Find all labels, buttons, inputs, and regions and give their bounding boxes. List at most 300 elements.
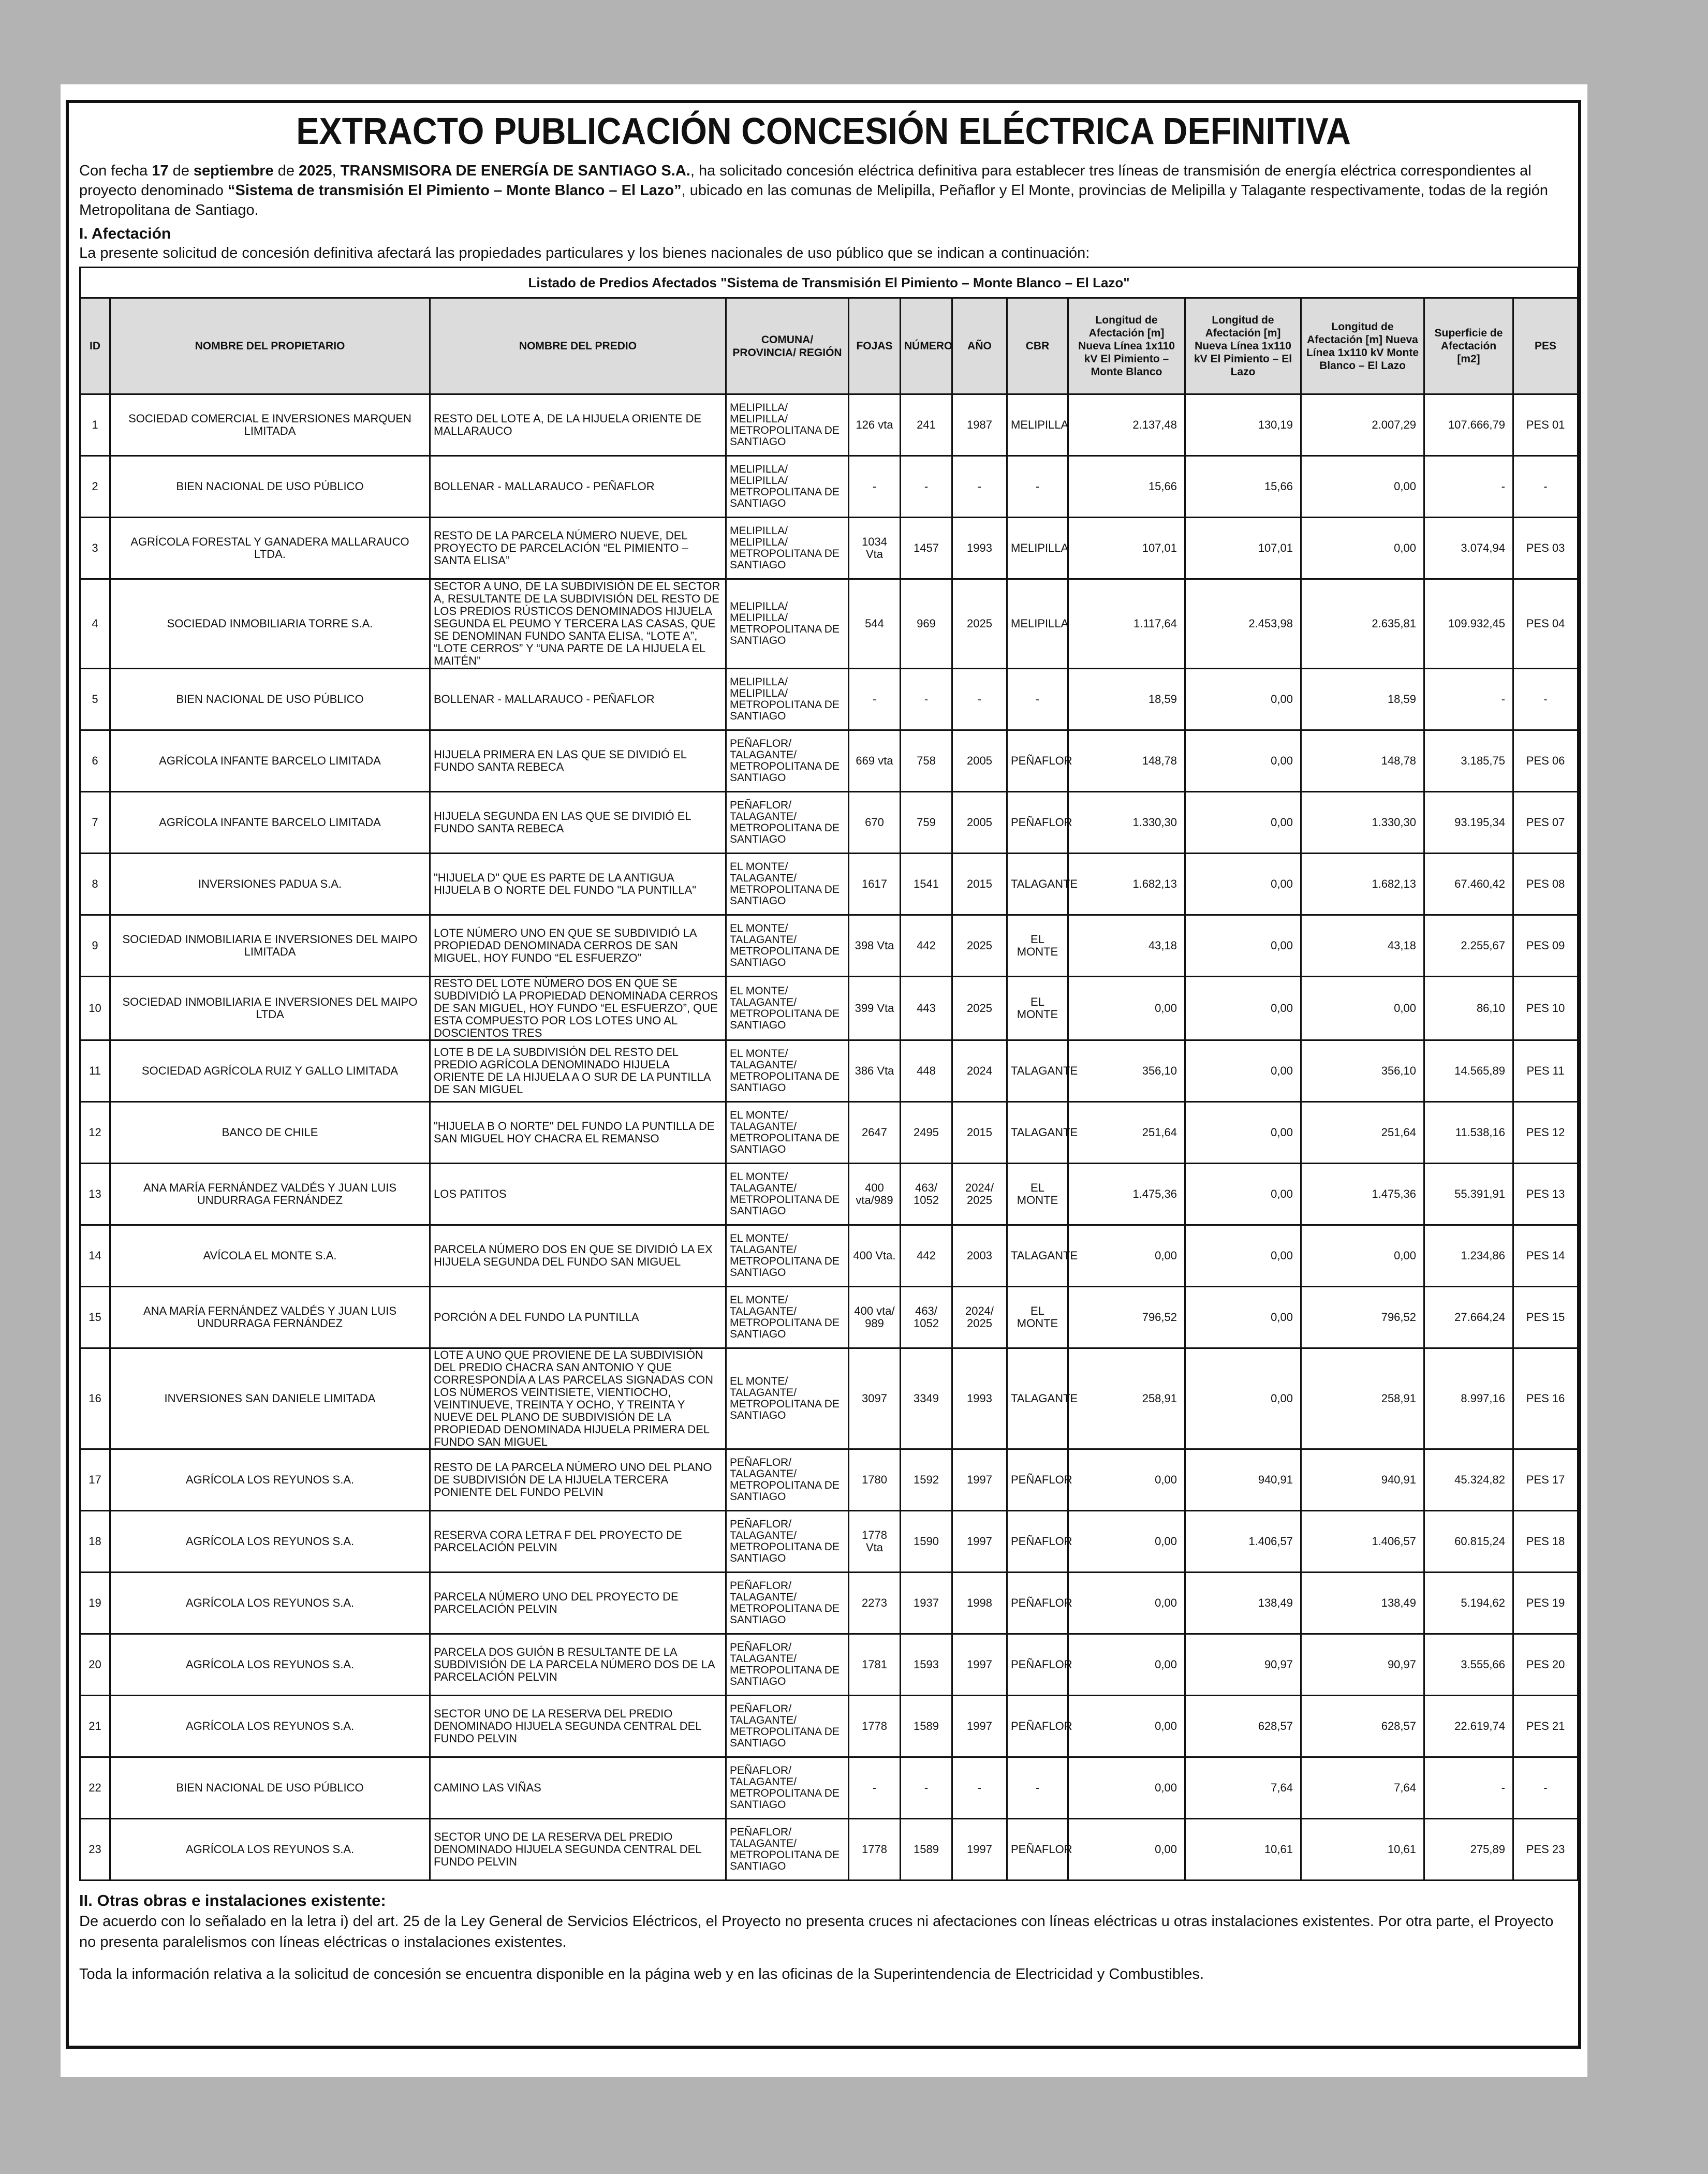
cell-cbr: MELIPILLA	[1007, 394, 1068, 456]
cell-area: 3.185,75	[1424, 730, 1513, 792]
cell-owner: AGRÍCOLA LOS REYUNOS S.A.	[110, 1819, 430, 1881]
cell-fojas: 669 vta	[849, 730, 901, 792]
cell-length-3: 940,91	[1301, 1449, 1424, 1511]
cell-pes: PES 11	[1513, 1040, 1578, 1102]
closing-text: Toda la información relativa a la solicitud de concesión se encuentra disponible en la página web y en las oficinas de la Superintendencia de Electricidad y Combustibles.	[79, 1966, 1204, 1982]
cell-length-2: 15,66	[1185, 456, 1301, 518]
cell-fojas: 386 Vta	[849, 1040, 901, 1102]
cell-owner: BIEN NACIONAL DE USO PÚBLICO	[110, 1757, 430, 1819]
cell-commune: PEÑAFLOR/ TALAGANTE/ METROPOLITANA DE SANTIAGO	[726, 1449, 849, 1511]
affected-properties-table	[79, 267, 1579, 1881]
cell-area: 3.074,94	[1424, 518, 1513, 579]
cell-cbr: -	[1007, 1757, 1068, 1819]
cell-cbr: EL MONTE	[1007, 977, 1068, 1040]
cell-property: LOS PATITOS	[430, 1164, 726, 1225]
cell-commune: PEÑAFLOR/ TALAGANTE/ METROPOLITANA DE SANTIAGO	[726, 1696, 849, 1757]
cell-length-1: 15,66	[1068, 456, 1185, 518]
cell-numero: 463/ 1052	[901, 1164, 952, 1225]
cell-length-1: 0,00	[1068, 1511, 1185, 1573]
cell-id: 7	[80, 792, 110, 854]
cell-commune: MELIPILLA/ MELIPILLA/ METROPOLITANA DE SANTIAGO	[726, 518, 849, 579]
intro-year: 2025	[299, 163, 332, 179]
table-row	[80, 730, 1578, 792]
cell-commune: EL MONTE/ TALAGANTE/ METROPOLITANA DE SANTIAGO	[726, 1102, 849, 1164]
cell-length-1: 258,91	[1068, 1348, 1185, 1449]
cell-numero: -	[901, 669, 952, 730]
cell-fojas: 3097	[849, 1348, 901, 1449]
cell-property: LOTE B DE LA SUBDIVISIÓN DEL RESTO DEL PREDIO AGRÍCOLA DENOMINADO HIJUELA ORIENTE DE LA HIJUELA A O SUR DE LA PUNTILLA DE SAN MIGUEL	[430, 1040, 726, 1102]
cell-numero: 1589	[901, 1819, 952, 1881]
cell-owner: AGRÍCOLA LOS REYUNOS S.A.	[110, 1573, 430, 1634]
cell-length-1: 356,10	[1068, 1040, 1185, 1102]
cell-numero: 448	[901, 1040, 952, 1102]
cell-pes: PES 08	[1513, 854, 1578, 915]
table-row	[80, 977, 1578, 1040]
cell-length-2: 0,00	[1185, 1040, 1301, 1102]
cell-numero: 241	[901, 394, 952, 456]
cell-property: RESTO DE LA PARCELA NÚMERO NUEVE, DEL PROYECTO DE PARCELACIÓN “EL PIMIENTO – SANTA ELISA”	[430, 518, 726, 579]
table-row	[80, 792, 1578, 854]
table-row	[80, 1225, 1578, 1287]
cell-anio: 1993	[952, 1348, 1007, 1449]
cell-length-3: 0,00	[1301, 1225, 1424, 1287]
cell-id: 18	[80, 1511, 110, 1573]
cell-commune: PEÑAFLOR/ TALAGANTE/ METROPOLITANA DE SANTIAGO	[726, 1573, 849, 1634]
cell-owner: SOCIEDAD INMOBILIARIA TORRE S.A.	[110, 579, 430, 669]
cell-id: 15	[80, 1287, 110, 1348]
cell-property: LOTE A UNO QUE PROVIENE DE LA SUBDIVISIÓN DEL PREDIO CHACRA SAN ANTONIO Y QUE CORRESPONDÍA A LAS PARCELAS SIGNADAS CON LOS NÚMEROS VEINTISIETE, VIENTIOCHO, VEINTINUEVE, TREINTA Y OCHO, Y TREINTA Y NUEVE DEL PLANO DE SUBDIVISIÓN DE LA PROPIEDAD DENOMINADA HIJUELA PRIMERA DEL FUNDO SAN MIGUEL	[430, 1348, 726, 1449]
cell-area: 22.619,74	[1424, 1696, 1513, 1757]
cell-numero: 1592	[901, 1449, 952, 1511]
cell-fojas: 1781	[849, 1634, 901, 1696]
cell-commune: PEÑAFLOR/ TALAGANTE/ METROPOLITANA DE SANTIAGO	[726, 792, 849, 854]
intro-text-6: , ubicado en las comunas de Melipilla, Peñaflor y El Monte, provincias de Melipilla y Talagante respectivamente, todas de la región Metropolitana de Santiago.	[79, 182, 1548, 218]
cell-length-2: 1.406,57	[1185, 1511, 1301, 1573]
cell-length-3: 7,64	[1301, 1757, 1424, 1819]
intro-project: “Sistema de transmisión El Pimiento – Monte Blanco – El Lazo”	[227, 182, 682, 199]
cell-id: 13	[80, 1164, 110, 1225]
cell-length-3: 18,59	[1301, 669, 1424, 730]
cell-numero: 969	[901, 579, 952, 669]
cell-length-2: 0,00	[1185, 1164, 1301, 1225]
cell-numero: 442	[901, 1225, 952, 1287]
cell-numero: -	[901, 456, 952, 518]
cell-owner: AGRÍCOLA LOS REYUNOS S.A.	[110, 1449, 430, 1511]
header-pes: PES	[1513, 298, 1578, 394]
cell-id: 23	[80, 1819, 110, 1881]
cell-anio: 2005	[952, 792, 1007, 854]
cell-length-2: 2.453,98	[1185, 579, 1301, 669]
cell-length-3: 0,00	[1301, 456, 1424, 518]
cell-length-1: 148,78	[1068, 730, 1185, 792]
cell-fojas: 1778	[849, 1696, 901, 1757]
cell-anio: 2015	[952, 854, 1007, 915]
cell-fojas: 398 Vta	[849, 915, 901, 977]
cell-commune: PEÑAFLOR/ TALAGANTE/ METROPOLITANA DE SANTIAGO	[726, 730, 849, 792]
cell-area: 14.565,89	[1424, 1040, 1513, 1102]
cell-cbr: TALAGANTE	[1007, 854, 1068, 915]
header-commune: COMUNA/ PROVINCIA/ REGIÓN	[726, 298, 849, 394]
publication-sheet	[61, 84, 1587, 2077]
cell-cbr: PEÑAFLOR	[1007, 1634, 1068, 1696]
table-row	[80, 1287, 1578, 1348]
cell-anio: -	[952, 669, 1007, 730]
cell-area: 5.194,62	[1424, 1573, 1513, 1634]
cell-length-3: 2.007,29	[1301, 394, 1424, 456]
cell-id: 6	[80, 730, 110, 792]
cell-anio: 2003	[952, 1225, 1007, 1287]
publication-frame	[66, 100, 1581, 2049]
section-2-text: De acuerdo con lo señalado en la letra i) del art. 25 de la Ley General de Servicios Eléctricos, el Proyecto no presenta cruces ni afectaciones con líneas eléctricas u otras instalaciones existentes. Por otra parte, el Proyecto no presenta paralelismos con líneas eléctricas o instalaciones existentes.	[79, 1913, 1554, 1950]
cell-length-3: 1.406,57	[1301, 1511, 1424, 1573]
cell-fojas: 400 Vta.	[849, 1225, 901, 1287]
cell-length-1: 0,00	[1068, 1757, 1185, 1819]
cell-property: PORCIÓN A DEL FUNDO LA PUNTILLA	[430, 1287, 726, 1348]
cell-area: -	[1424, 669, 1513, 730]
cell-id: 3	[80, 518, 110, 579]
cell-pes: PES 13	[1513, 1164, 1578, 1225]
cell-length-2: 130,19	[1185, 394, 1301, 456]
cell-area: 3.555,66	[1424, 1634, 1513, 1696]
cell-numero: 442	[901, 915, 952, 977]
cell-commune: MELIPILLA/ MELIPILLA/ METROPOLITANA DE SANTIAGO	[726, 394, 849, 456]
cell-cbr: PEÑAFLOR	[1007, 1819, 1068, 1881]
cell-id: 2	[80, 456, 110, 518]
cell-cbr: -	[1007, 669, 1068, 730]
header-length-1: Longitud de Afectación [m] Nueva Línea 1x110 kV El Pimiento – Monte Blanco	[1068, 298, 1185, 394]
cell-owner: BIEN NACIONAL DE USO PÚBLICO	[110, 669, 430, 730]
cell-length-3: 10,61	[1301, 1819, 1424, 1881]
cell-length-2: 10,61	[1185, 1819, 1301, 1881]
cell-length-3: 43,18	[1301, 915, 1424, 977]
cell-length-1: 0,00	[1068, 1696, 1185, 1757]
cell-fojas: 1780	[849, 1449, 901, 1511]
cell-pes: -	[1513, 1757, 1578, 1819]
cell-length-2: 0,00	[1185, 1102, 1301, 1164]
cell-pes: PES 21	[1513, 1696, 1578, 1757]
cell-pes: PES 20	[1513, 1634, 1578, 1696]
cell-commune: EL MONTE/ TALAGANTE/ METROPOLITANA DE SANTIAGO	[726, 977, 849, 1040]
cell-commune: MELIPILLA/ MELIPILLA/ METROPOLITANA DE SANTIAGO	[726, 579, 849, 669]
cell-area: 27.664,24	[1424, 1287, 1513, 1348]
intro-text-2: de	[168, 163, 194, 179]
cell-commune: EL MONTE/ TALAGANTE/ METROPOLITANA DE SANTIAGO	[726, 1225, 849, 1287]
cell-property: LOTE NÚMERO UNO EN QUE SE SUBDIVIDIÓ LA PROPIEDAD DENOMINADA CERROS DE SAN MIGUEL, HOY FUNDO “EL ESFUERZO”	[430, 915, 726, 977]
cell-anio: 2025	[952, 915, 1007, 977]
cell-area: 8.997,16	[1424, 1348, 1513, 1449]
cell-length-2: 0,00	[1185, 1225, 1301, 1287]
cell-length-1: 18,59	[1068, 669, 1185, 730]
cell-anio: 2024/ 2025	[952, 1164, 1007, 1225]
cell-length-2: 0,00	[1185, 915, 1301, 977]
cell-length-2: 0,00	[1185, 1287, 1301, 1348]
cell-owner: AGRÍCOLA INFANTE BARCELO LIMITADA	[110, 730, 430, 792]
table-row	[80, 394, 1578, 456]
cell-id: 20	[80, 1634, 110, 1696]
cell-id: 17	[80, 1449, 110, 1511]
cell-fojas: 544	[849, 579, 901, 669]
cell-pes: PES 15	[1513, 1287, 1578, 1348]
cell-anio: 2024	[952, 1040, 1007, 1102]
cell-owner: AGRÍCOLA FORESTAL Y GANADERA MALLARAUCO LTDA.	[110, 518, 430, 579]
cell-numero: 758	[901, 730, 952, 792]
cell-area: 60.815,24	[1424, 1511, 1513, 1573]
cell-fojas: 1778	[849, 1819, 901, 1881]
cell-length-3: 258,91	[1301, 1348, 1424, 1449]
table-header-row	[80, 298, 1578, 394]
cell-anio: 1998	[952, 1573, 1007, 1634]
cell-length-2: 0,00	[1185, 1348, 1301, 1449]
cell-id: 4	[80, 579, 110, 669]
cell-pes: PES 19	[1513, 1573, 1578, 1634]
section-2-heading: II. Otras obras e instalaciones existente:	[79, 1891, 386, 1909]
cell-length-1: 0,00	[1068, 977, 1185, 1040]
cell-commune: EL MONTE/ TALAGANTE/ METROPOLITANA DE SANTIAGO	[726, 915, 849, 977]
cell-length-3: 796,52	[1301, 1287, 1424, 1348]
cell-fojas: 2273	[849, 1573, 901, 1634]
cell-fojas: 2647	[849, 1102, 901, 1164]
cell-length-2: 0,00	[1185, 977, 1301, 1040]
cell-pes: PES 04	[1513, 579, 1578, 669]
cell-fojas: -	[849, 669, 901, 730]
table-row	[80, 669, 1578, 730]
cell-length-3: 138,49	[1301, 1573, 1424, 1634]
cell-cbr: TALAGANTE	[1007, 1102, 1068, 1164]
table-row	[80, 456, 1578, 518]
cell-fojas: 1617	[849, 854, 901, 915]
cell-length-2: 0,00	[1185, 854, 1301, 915]
cell-area: 45.324,82	[1424, 1449, 1513, 1511]
cell-id: 16	[80, 1348, 110, 1449]
cell-fojas: 400 vta/ 989	[849, 1287, 901, 1348]
table-row	[80, 1757, 1578, 1819]
cell-owner: BANCO DE CHILE	[110, 1102, 430, 1164]
cell-cbr: EL MONTE	[1007, 915, 1068, 977]
table-row	[80, 1040, 1578, 1102]
cell-anio: 2025	[952, 579, 1007, 669]
cell-length-1: 1.330,30	[1068, 792, 1185, 854]
table-row	[80, 1348, 1578, 1449]
intro-month: septiembre	[193, 163, 274, 179]
intro-company: TRANSMISORA DE ENERGÍA DE SANTIAGO S.A.	[340, 163, 690, 179]
table-row	[80, 915, 1578, 977]
cell-cbr: TALAGANTE	[1007, 1040, 1068, 1102]
cell-property: "HIJUELA B O NORTE" DEL FUNDO LA PUNTILLA DE SAN MIGUEL HOY CHACRA EL REMANSO	[430, 1102, 726, 1164]
cell-anio: 1997	[952, 1449, 1007, 1511]
cell-property: SECTOR UNO DE LA RESERVA DEL PREDIO DENOMINADO HIJUELA SEGUNDA CENTRAL DEL FUNDO PELVIN	[430, 1819, 726, 1881]
cell-commune: EL MONTE/ TALAGANTE/ METROPOLITANA DE SANTIAGO	[726, 1287, 849, 1348]
cell-id: 10	[80, 977, 110, 1040]
cell-length-1: 251,64	[1068, 1102, 1185, 1164]
cell-owner: ANA MARÍA FERNÁNDEZ VALDÉS Y JUAN LUIS UNDURRAGA FERNÁNDEZ	[110, 1287, 430, 1348]
cell-length-3: 251,64	[1301, 1102, 1424, 1164]
cell-property: RESERVA CORA LETRA F DEL PROYECTO DE PARCELACIÓN PELVIN	[430, 1511, 726, 1573]
cell-id: 5	[80, 669, 110, 730]
cell-owner: SOCIEDAD AGRÍCOLA RUIZ Y GALLO LIMITADA	[110, 1040, 430, 1102]
cell-numero: 1590	[901, 1511, 952, 1573]
table-body	[80, 394, 1578, 1881]
cell-pes: PES 09	[1513, 915, 1578, 977]
header-length-3: Longitud de Afectación [m] Nueva Línea 1x110 kV Monte Blanco – El Lazo	[1301, 298, 1424, 394]
page-title: EXTRACTO PUBLICACIÓN CONCESIÓN ELÉCTRICA DEFINITIVA	[296, 111, 1351, 152]
cell-property: PARCELA DOS GUIÓN B RESULTANTE DE LA SUBDIVISIÓN DE LA PARCELA NÚMERO DOS DE LA PARCELACIÓN PELVIN	[430, 1634, 726, 1696]
cell-commune: EL MONTE/ TALAGANTE/ METROPOLITANA DE SANTIAGO	[726, 1348, 849, 1449]
cell-numero: 759	[901, 792, 952, 854]
cell-owner: AGRÍCOLA LOS REYUNOS S.A.	[110, 1696, 430, 1757]
cell-area: 55.391,91	[1424, 1164, 1513, 1225]
cell-cbr: MELIPILLA	[1007, 518, 1068, 579]
cell-id: 9	[80, 915, 110, 977]
cell-commune: EL MONTE/ TALAGANTE/ METROPOLITANA DE SANTIAGO	[726, 854, 849, 915]
cell-id: 19	[80, 1573, 110, 1634]
cell-id: 12	[80, 1102, 110, 1164]
cell-property: PARCELA NÚMERO DOS EN QUE SE DIVIDIÓ LA EX HIJUELA SEGUNDA DEL FUNDO SAN MIGUEL	[430, 1225, 726, 1287]
cell-length-1: 1.475,36	[1068, 1164, 1185, 1225]
cell-length-1: 0,00	[1068, 1449, 1185, 1511]
header-id: ID	[80, 298, 110, 394]
table-row	[80, 1511, 1578, 1573]
cell-cbr: -	[1007, 456, 1068, 518]
cell-fojas: 1034 Vta	[849, 518, 901, 579]
cell-numero: 3349	[901, 1348, 952, 1449]
cell-pes: PES 07	[1513, 792, 1578, 854]
cell-anio: 1997	[952, 1696, 1007, 1757]
cell-fojas: 126 vta	[849, 394, 901, 456]
cell-id: 1	[80, 394, 110, 456]
cell-pes: -	[1513, 456, 1578, 518]
cell-pes: PES 18	[1513, 1511, 1578, 1573]
cell-length-3: 148,78	[1301, 730, 1424, 792]
cell-length-1: 0,00	[1068, 1634, 1185, 1696]
cell-cbr: PEÑAFLOR	[1007, 1696, 1068, 1757]
cell-cbr: TALAGANTE	[1007, 1225, 1068, 1287]
cell-fojas: -	[849, 456, 901, 518]
cell-owner: AVÍCOLA EL MONTE S.A.	[110, 1225, 430, 1287]
cell-length-3: 0,00	[1301, 977, 1424, 1040]
cell-id: 22	[80, 1757, 110, 1819]
cell-numero: 1457	[901, 518, 952, 579]
cell-pes: PES 12	[1513, 1102, 1578, 1164]
cell-owner: SOCIEDAD COMERCIAL E INVERSIONES MARQUEN LIMITADA	[110, 394, 430, 456]
cell-id: 21	[80, 1696, 110, 1757]
cell-numero: 463/ 1052	[901, 1287, 952, 1348]
cell-length-2: 107,01	[1185, 518, 1301, 579]
header-property: NOMBRE DEL PREDIO	[430, 298, 726, 394]
intro-text-4: ,	[332, 163, 341, 179]
cell-property: HIJUELA SEGUNDA EN LAS QUE SE DIVIDIÓ EL FUNDO SANTA REBECA	[430, 792, 726, 854]
cell-area: 1.234,86	[1424, 1225, 1513, 1287]
cell-property: RESTO DE LA PARCELA NÚMERO UNO DEL PLANO DE SUBDIVISIÓN DE LA HIJUELA TERCERA PONIENTE DEL FUNDO PELVIN	[430, 1449, 726, 1511]
table-row	[80, 1449, 1578, 1511]
cell-length-1: 107,01	[1068, 518, 1185, 579]
table-row	[80, 1102, 1578, 1164]
cell-owner: AGRÍCOLA LOS REYUNOS S.A.	[110, 1511, 430, 1573]
cell-property: CAMINO LAS VIÑAS	[430, 1757, 726, 1819]
cell-length-1: 0,00	[1068, 1573, 1185, 1634]
cell-length-2: 7,64	[1185, 1757, 1301, 1819]
table-row	[80, 1634, 1578, 1696]
cell-pes: PES 06	[1513, 730, 1578, 792]
cell-length-3: 356,10	[1301, 1040, 1424, 1102]
cell-commune: PEÑAFLOR/ TALAGANTE/ METROPOLITANA DE SANTIAGO	[726, 1634, 849, 1696]
cell-id: 8	[80, 854, 110, 915]
cell-numero: -	[901, 1757, 952, 1819]
cell-length-3: 0,00	[1301, 518, 1424, 579]
cell-id: 11	[80, 1040, 110, 1102]
cell-cbr: EL MONTE	[1007, 1287, 1068, 1348]
table-row	[80, 1819, 1578, 1881]
cell-numero: 1937	[901, 1573, 952, 1634]
section-2	[79, 1890, 1568, 1985]
cell-area: 107.666,79	[1424, 394, 1513, 456]
cell-cbr: PEÑAFLOR	[1007, 792, 1068, 854]
cell-pes: PES 17	[1513, 1449, 1578, 1511]
cell-anio: 2025	[952, 977, 1007, 1040]
cell-pes: PES 10	[1513, 977, 1578, 1040]
cell-commune: MELIPILLA/ MELIPILLA/ METROPOLITANA DE SANTIAGO	[726, 669, 849, 730]
header-area: Superficie de Afectación [m2]	[1424, 298, 1513, 394]
cell-numero: 1589	[901, 1696, 952, 1757]
header-length-2: Longitud de Afectación [m] Nueva Línea 1x110 kV El Pimiento – El Lazo	[1185, 298, 1301, 394]
cell-length-3: 1.475,36	[1301, 1164, 1424, 1225]
cell-length-3: 628,57	[1301, 1696, 1424, 1757]
header-fojas: FOJAS	[849, 298, 901, 394]
cell-fojas: 670	[849, 792, 901, 854]
cell-area: 86,10	[1424, 977, 1513, 1040]
intro-text-3: de	[273, 163, 299, 179]
intro-text-1: Con fecha	[79, 163, 152, 179]
cell-property: SECTOR A UNO, DE LA SUBDIVISIÓN DE EL SECTOR A, RESULTANTE DE LA SUBDIVISIÓN DEL RESTO DE LOS PREDIOS RÚSTICOS DENOMINADOS HIJUELA SEGUNDA EL PEUMO Y TERCERA LAS CASAS, QUE SE DENOMINAN FUNDO SANTA ELISA, “LOTE A”, “LOTE CERROS” Y “UNA PARTE DE LA HIJUELA EL MAITÉN”	[430, 579, 726, 669]
cell-length-2: 0,00	[1185, 792, 1301, 854]
cell-owner: AGRÍCOLA LOS REYUNOS S.A.	[110, 1634, 430, 1696]
cell-commune: PEÑAFLOR/ TALAGANTE/ METROPOLITANA DE SANTIAGO	[726, 1757, 849, 1819]
cell-anio: 2005	[952, 730, 1007, 792]
cell-property: SECTOR UNO DE LA RESERVA DEL PREDIO DENOMINADO HIJUELA SEGUNDA CENTRAL DEL FUNDO PELVIN	[430, 1696, 726, 1757]
cell-owner: AGRÍCOLA INFANTE BARCELO LIMITADA	[110, 792, 430, 854]
cell-length-1: 2.137,48	[1068, 394, 1185, 456]
cell-length-2: 138,49	[1185, 1573, 1301, 1634]
cell-anio: -	[952, 1757, 1007, 1819]
table-row	[80, 1164, 1578, 1225]
cell-fojas: 399 Vta	[849, 977, 901, 1040]
intro-day: 17	[152, 163, 169, 179]
cell-property: HIJUELA PRIMERA EN LAS QUE SE DIVIDIÓ EL FUNDO SANTA REBECA	[430, 730, 726, 792]
cell-fojas: 400 vta/989	[849, 1164, 901, 1225]
cell-pes: PES 23	[1513, 1819, 1578, 1881]
cell-length-1: 1.117,64	[1068, 579, 1185, 669]
intro-text-5: , ha solicitado concesión eléctrica definitiva para establecer tres líneas de transmisión de energía eléctrica correspondientes al proyecto denominado	[79, 163, 1532, 199]
cell-property: BOLLENAR - MALLARAUCO - PEÑAFLOR	[430, 456, 726, 518]
cell-anio: 1987	[952, 394, 1007, 456]
cell-commune: EL MONTE/ TALAGANTE/ METROPOLITANA DE SANTIAGO	[726, 1040, 849, 1102]
cell-owner: INVERSIONES PADUA S.A.	[110, 854, 430, 915]
cell-numero: 1593	[901, 1634, 952, 1696]
section-1-heading: I. Afectación	[79, 225, 171, 242]
cell-property: RESTO DEL LOTE A, DE LA HIJUELA ORIENTE DE MALLARAUCO	[430, 394, 726, 456]
cell-length-1: 796,52	[1068, 1287, 1185, 1348]
cell-pes: -	[1513, 669, 1578, 730]
cell-anio: 1997	[952, 1634, 1007, 1696]
cell-anio: 1997	[952, 1511, 1007, 1573]
cell-cbr: MELIPILLA	[1007, 579, 1068, 669]
cell-anio: 2024/ 2025	[952, 1287, 1007, 1348]
table-caption-row	[80, 268, 1578, 298]
cell-area: 109.932,45	[1424, 579, 1513, 669]
cell-anio: 2015	[952, 1102, 1007, 1164]
cell-area: 93.195,34	[1424, 792, 1513, 854]
cell-commune: PEÑAFLOR/ TALAGANTE/ METROPOLITANA DE SANTIAGO	[726, 1819, 849, 1881]
cell-owner: ANA MARÍA FERNÁNDEZ VALDÉS Y JUAN LUIS UNDURRAGA FERNÁNDEZ	[110, 1164, 430, 1225]
